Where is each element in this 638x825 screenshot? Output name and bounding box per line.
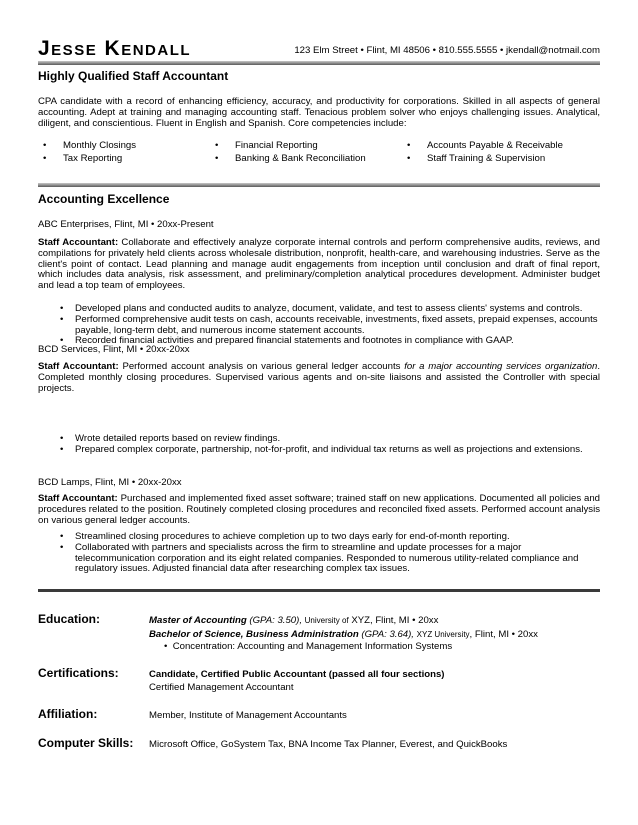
education-label: Education:: [38, 612, 100, 626]
bullet-icon: •: [43, 153, 47, 164]
degree-masters: Master of Accounting (GPA: 3.50), University of XYZ, Flint, MI • 20xx: [149, 615, 439, 626]
bullet-icon: •: [215, 140, 219, 151]
contact-info: 123 Elm Street • Flint, MI 48506 • 810.555.5555 • jkendall@notmail.com: [294, 45, 600, 56]
experience-title: Accounting Excellence: [38, 192, 170, 206]
candidate-name: Jesse Kendall: [38, 37, 192, 60]
list-item: • Recorded financial activities and prepared financial statements and footnotes in compliance with GAAP.: [60, 335, 514, 347]
job-role: Staff Accountant:: [38, 237, 119, 248]
job-role: Staff Accountant:: [38, 493, 118, 504]
certification-cpa: Candidate, Certified Public Accountant (passed all four sections): [149, 669, 445, 680]
job-company: BCD Lamps, Flint, MI • 20xx-20xx: [38, 477, 182, 488]
computer-skills-label: Computer Skills:: [38, 736, 134, 750]
list-item: • Prepared complex corporate, partnership, not-for-profit, and individual tax returns as well as projections and extensions.: [60, 443, 583, 455]
resume-page: Jesse Kendall 123 Elm Street • Flint, MI 48506 • 810.555.5555 • jkendall@notmail.com Highly Qualified Staff Accountant CPA candidate with a record of enhancing efficiency, accuracy, and productivity for corporations. Skilled in all aspects of general accounting. Adept at training and managing accounting staff. Tenacious problem solver who enjoys challenging issues. Analytical, diligent, and conscientious. Fluent in English and Spanish. Core competencies include: • Monthly Closings • Financial Reporting • Accounts Payable & Receivable • Tax Reporting • Banking & Bank Reconciliation • Staff Training & Supervision Accounting Excellence ABC Enterprises, Flint, MI • 20xx-Present Staff Accountant: Collaborate and effectively analyze corporate internal controls and perform comprehensive audits, reviews, and compilations for privately held clients across wholesale distribution, nonprofit, health-care, and warehousing industries. Serve as the client's point of contact. Lead planning and manage audit engagements from inception until conclusion and draft of final report, which includes data analysis, risk assessment, and preliminary/completion analytical procedures development. Administer budget and lead a top team of employees. • Developed plans and conducted audits to analyze, document, validate, and test to assess clients' systems and controls. • Performed comprehensive audit tests on cash, accounts receivable, investments, fixed assets, prepaid expenses, accounts payable, long-term debt, and numerous income statement accounts. • Recorded financial activities and prepared financial statements and footnotes in compliance with GAAP. BCD Services, Flint, MI • 20xx-20xx Staff Accountant: Performed account analysis on various general ledger accounts for a major accounting services organization. Completed monthly closing procedures. Supervised various agents and on-site liaisons and assisted the Controller with special projects. • Wrote detailed reports based on review findings. • Prepared complex corporate, partnership, not-for-profit, and individual tax returns as well as projections and extensions. BCD Lamps, Flint, MI • 20xx-20xx Staff Accountant: Purchased and implemented fixed asset software; trained staff on new applications. Documented all policies and procedures related to the position. Routinely completed closing procedures and reconciled fixed assets. Performed account analysis on various general ledger accounts. • Streamlined closing procedures to achieve completion up to two days early for end-of-month reporting. • Collaborated with partners and specialists across the firm to streamline and update processes for a major telecommunication corporation and its eight related companies. Responded to numerous utility-related compliance and regulatory issues. Adjusted financial data after researching complex tax issues. Education: Master of Accounting (GPA: 3.50), University of XYZ, Flint, MI • 20xx Bachelor of Science, Business Administration (GPA: 3.64), XYZ University, Flint, MI • 20xx • Concentration: Accounting and Management Information Systems Certifications: Candidate, Certified Public Accountant (passed all four sections) Certified Management Accountant Affiliation: Member, Institute of Management Accountants Computer Skills: Microsoft Office, GoSystem Tax, BNA Income Tax Planner, Everest, and QuickBooks: [38, 37, 601, 750]
bullet-icon: •: [60, 541, 64, 553]
certification-cma: Certified Management Accountant: [149, 682, 294, 693]
section-divider: [38, 183, 600, 187]
job-bullets: [60, 532, 600, 575]
list-item: • Developed plans and conducted audits to analyze, document, validate, and test to assess clients' systems and controls.: [60, 303, 583, 314]
bullet-icon: •: [43, 140, 47, 151]
list-item: • Performed comprehensive audit tests on cash, accounts receivable, investments, fixed assets, prepaid expenses, accounts payable, long-term debt, and numerous income statement accounts.: [60, 313, 598, 336]
bullet-icon: •: [60, 531, 64, 542]
job-role: Staff Accountant:: [38, 361, 119, 372]
resume-header: [38, 38, 600, 60]
bullet-icon: •: [407, 153, 411, 164]
job-description: Staff Accountant: Purchased and implemented fixed asset software; trained staff on new applications. Documented all policies and procedures related to the position. Routinely completed closing procedures and reconciled fixed assets. Performed account analysis on various general ledger accounts.: [38, 493, 600, 526]
job-company: ABC Enterprises, Flint, MI • 20xx-Present: [38, 219, 214, 230]
bullet-icon: •: [60, 313, 64, 325]
bullet-icon: •: [60, 433, 64, 444]
job-description: Staff Accountant: Performed account analysis on various general ledger accounts for a major accounting services organization. Completed monthly closing procedures. Supervised various agents and on-site liaisons and assisted the Controller with special projects.: [38, 361, 600, 394]
header-divider: [38, 61, 600, 65]
job-bullets: [60, 434, 600, 456]
bullet-icon: •: [164, 641, 168, 652]
bullet-icon: •: [60, 303, 64, 314]
summary-title: Highly Qualified Staff Accountant: [38, 69, 229, 83]
section-divider: [38, 589, 600, 592]
bullet-icon: •: [407, 140, 411, 151]
affiliation-text: Member, Institute of Management Accountants: [149, 710, 347, 721]
affiliation-label: Affiliation:: [38, 707, 98, 721]
list-item: • Collaborated with partners and specialists across the firm to streamline and update processes for a major telecommunication corporation and its eight related companies. Responded to numerous utility-related compliance and regulatory issues. Adjusted financial data after researching complex tax issues.: [60, 541, 579, 575]
bullet-icon: •: [60, 335, 64, 347]
job-company: BCD Services, Flint, MI • 20xx-20xx: [38, 344, 190, 355]
bullet-icon: •: [60, 443, 64, 455]
list-item: • Wrote detailed reports based on review findings.: [60, 433, 281, 444]
summary-text: CPA candidate with a record of enhancing efficiency, accuracy, and productivity for corporations. Skilled in all aspects of general accounting. Adept at training and managing accounting staff. Tenacious problem solver who enjoys challenging issues. Analytical, diligent, and conscientious. Fluent in English and Spanish. Core competencies include:: [38, 96, 600, 129]
certifications-label: Certifications:: [38, 666, 119, 680]
job-bullets: [60, 304, 600, 347]
computer-skills-text: Microsoft Office, GoSystem Tax, BNA Income Tax Planner, Everest, and QuickBooks: [149, 739, 508, 750]
degree-bachelors: Bachelor of Science, Business Administration (GPA: 3.64), XYZ University, Flint, MI • 20xx: [149, 629, 538, 640]
job-description: Staff Accountant: Collaborate and effectively analyze corporate internal controls and perform comprehensive audits, reviews, and compilations for privately held clients across wholesale distribution, nonprofit, health-care, and warehousing industries. Serve as the client's point of contact. Lead planning and manage audit engagements from inception until conclusion and draft of final report, which includes data analysis, risk assessment, and preliminary/completion analytical procedures development. Administer budget and lead a top team of employees.: [38, 237, 601, 292]
list-item: • Streamlined closing procedures to achieve completion up to two days early for end-of-month reporting.: [60, 531, 510, 542]
concentration: • Concentration: Accounting and Management Information Systems: [164, 641, 453, 652]
bullet-icon: •: [215, 153, 219, 164]
